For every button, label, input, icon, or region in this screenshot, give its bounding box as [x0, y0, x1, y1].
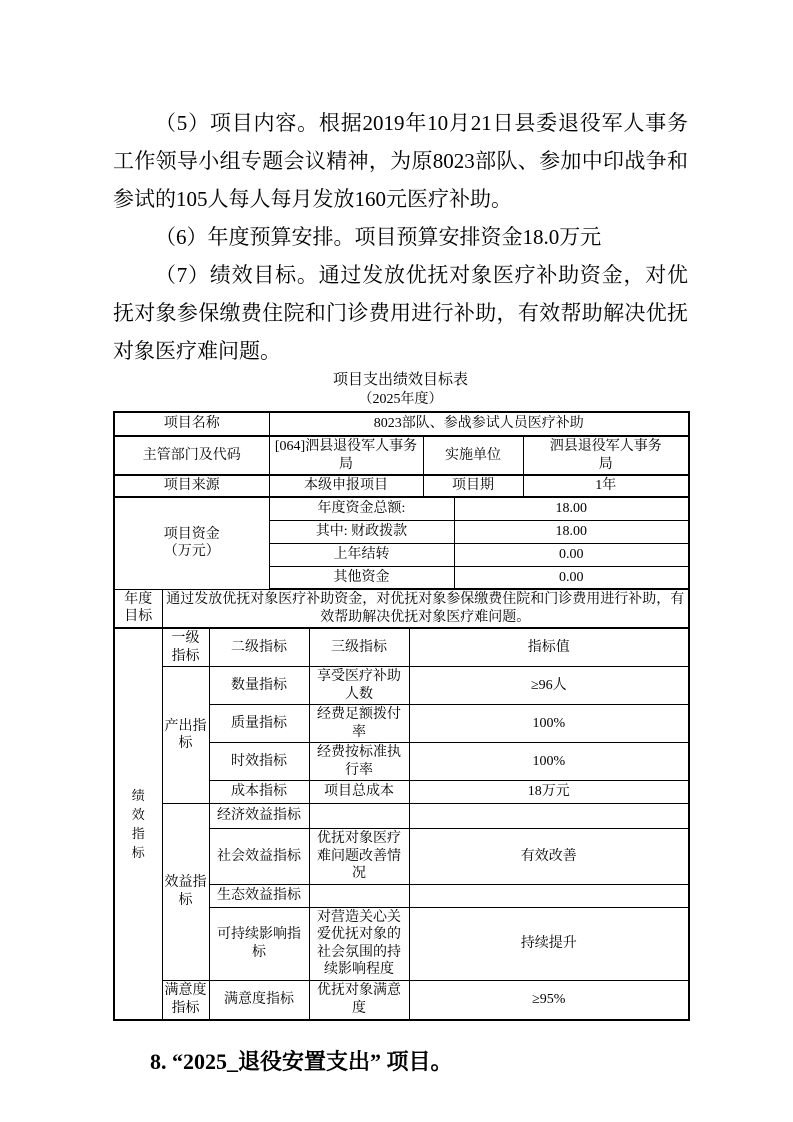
funding-other-label-cell: 其他资金 [269, 566, 454, 589]
benefit-ecological-value-cell [409, 884, 689, 907]
satisfaction-l3-cell: 优抚对象满意度 [309, 980, 409, 1020]
impl-unit-value: 泗县退役军人事务局 [549, 439, 662, 472]
funding-total-label-cell: 年度资金总额: [269, 497, 454, 520]
header-value-cell: 指标值 [409, 628, 689, 667]
output-quality-l2-cell: 质量指标 [209, 705, 309, 743]
benefit-sustainability-value-cell: 持续提升 [409, 907, 689, 980]
funding-fiscal-value-cell: 18.00 [454, 520, 689, 543]
output-timeliness-value-cell: 100% [409, 743, 689, 781]
paragraph-project-content: （5）项目内容。根据2019年10月21日县委退役军人事务工作领导小组专题会议精神，为原8023部队、参加中印战争和参试的105人每人每月发放160元医疗补助。 [113, 111, 688, 211]
funding-label-cell [114, 497, 269, 589]
header-level1-cell [162, 628, 209, 667]
group-satisfaction-label: 满意度指标 [164, 983, 207, 1016]
output-cost-value-cell: 18万元 [409, 781, 689, 804]
output-quality-l3-cell: 经费足额拨付率 [309, 705, 409, 743]
output-quantity-l2-cell: 数量指标 [209, 667, 309, 705]
header-level1: 一级指标 [171, 631, 200, 664]
output-cost-l3-cell: 项目总成本 [309, 781, 409, 804]
funding-total-value-cell: 18.00 [454, 497, 689, 520]
output-quantity-l3-cell: 享受医疗补助人数 [309, 667, 409, 705]
output-timeliness-l3-cell: 经费按标准执行率 [309, 743, 409, 781]
paragraph-performance-goal: （7）绩效目标。通过发放优抚对象医疗补助资金，对优抚对象参保缴费住院和门诊费用进行补助，有效帮助解决优抚对象医疗难问题。 [113, 263, 688, 363]
output-quantity-value-cell: ≥96人 [409, 667, 689, 705]
impl-unit-value-cell [523, 436, 689, 475]
benefit-ecological-l2-cell: 生态效益指标 [209, 884, 309, 907]
annual-goal-text-cell: 通过发放优抚对象医疗补助资金，对优抚对象参保缴费住院和门诊费用进行补助，有效帮助解决优抚对象医疗难问题。 [162, 589, 689, 628]
funding-fiscal-label-cell: 其中: 财政拨款 [269, 520, 454, 543]
source-value-cell: 本级申报项目 [269, 475, 423, 497]
group-satisfaction-cell [162, 980, 209, 1020]
perf-indicator-side-label: 绩效指标 [131, 788, 145, 860]
group-benefit-cell: 效益指标 [162, 804, 209, 981]
benefit-sustainability-l2-cell: 可持续影响指标 [209, 907, 309, 980]
funding-carryover-value-cell: 0.00 [454, 543, 689, 566]
funding-label-line1: 项目资金 [163, 526, 220, 542]
benefit-ecological-l3-cell [309, 884, 409, 907]
benefit-sustainability-l3-cell: 对营造关心关爱优抚对象的社会氛围的持续影响程度 [309, 907, 409, 980]
next-project-heading: 8. “2025_退役安置支出” 项目。 [150, 1049, 453, 1074]
funding-label-line2: （万元） [163, 544, 220, 560]
impl-unit-label-cell: 实施单位 [423, 436, 523, 475]
table-title: 项目支出绩效目标表 [332, 372, 468, 388]
output-timeliness-l2-cell: 时效指标 [209, 743, 309, 781]
output-cost-l2-cell: 成本指标 [209, 781, 309, 804]
satisfaction-value-cell: ≥95% [409, 980, 689, 1020]
perf-indicator-side-cell [114, 628, 162, 1020]
benefit-social-l2-cell: 社会效益指标 [209, 829, 309, 885]
funding-carryover-label-cell: 上年结转 [269, 543, 454, 566]
dept-value-cell: [064]泗县退役军人事务局 [269, 436, 423, 475]
output-quality-value-cell: 100% [409, 705, 689, 743]
performance-target-table [113, 411, 690, 1021]
period-label-cell: 项目期 [423, 475, 523, 497]
period-value-cell: 1年 [523, 475, 689, 497]
benefit-social-value-cell: 有效改善 [409, 829, 689, 885]
benefit-economic-value-cell [409, 804, 689, 829]
project-name-label-cell: 项目名称 [114, 412, 269, 436]
annual-goal-label: 年度目标 [124, 591, 153, 625]
source-label-cell: 项目来源 [114, 475, 269, 497]
paragraph-annual-budget: （6）年度预算安排。项目预算安排资金18.0万元 [155, 225, 602, 249]
project-name-value-cell: 8023部队、参战参试人员医疗补助 [269, 412, 689, 436]
dept-label-cell: 主管部门及代码 [114, 436, 269, 475]
benefit-economic-l3-cell [309, 804, 409, 829]
satisfaction-l2-cell: 满意度指标 [209, 980, 309, 1020]
header-level3-cell: 三级指标 [309, 628, 409, 667]
benefit-economic-l2-cell: 经济效益指标 [209, 804, 309, 829]
table-subtitle: （2025年度） [358, 392, 443, 407]
header-level2-cell: 二级指标 [209, 628, 309, 667]
funding-other-value-cell: 0.00 [454, 566, 689, 589]
group-output-cell: 产出指标 [162, 667, 209, 804]
benefit-social-l3-cell: 优抚对象医疗难问题改善情况 [309, 829, 409, 885]
annual-goal-label-cell [114, 589, 162, 628]
